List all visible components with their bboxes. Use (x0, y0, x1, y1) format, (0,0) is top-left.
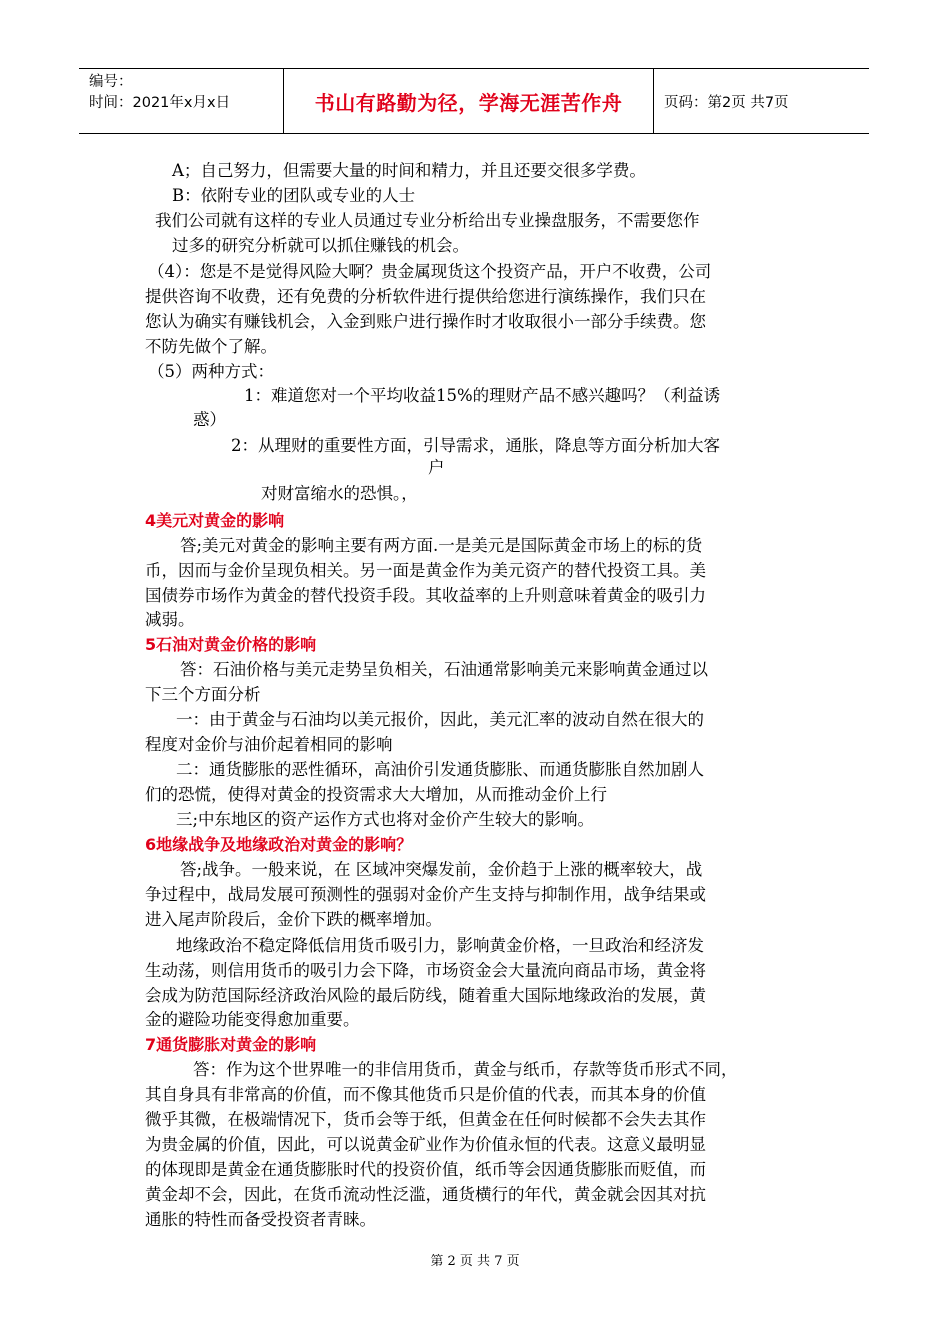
text-line: 答：石油价格与美元走势呈负相关，石油通常影响美元来影响黄金通过以 (180, 660, 708, 679)
text-line: 过多的研究分析就可以抓住赚钱的机会。 (172, 236, 469, 255)
section-heading: 7通货膨胀对黄金的影响 (145, 1035, 317, 1054)
text-line: 1：难道您对一个平均收益15%的理财产品不感兴趣吗？（利益诱 (244, 386, 721, 405)
text-line: 我们公司就有这样的专业人员通过专业分析给出专业操盘服务，不需要您作 (155, 211, 700, 230)
text-line: 国债券市场作为黄金的替代投资手段。其收益率的上升则意味着黄金的吸引力 (145, 586, 706, 605)
text-line: 答;战争。一般来说，在 区域冲突爆发前，金价趋于上涨的概率较大，战 (180, 860, 703, 879)
text-line: 户 (428, 458, 445, 477)
text-line: B：依附专业的团队或专业的人士 (172, 186, 416, 205)
header-meta (79, 69, 284, 133)
text-line: 2：从理财的重要性方面，引导需求，通胀，降息等方面分析加大客 (231, 436, 720, 455)
text-line: 通胀的特性而备受投资者青睐。 (145, 1210, 376, 1229)
section-heading: 4美元对黄金的影响 (145, 511, 285, 530)
text-line: 金的避险功能变得愈加重要。 (145, 1010, 360, 1029)
header-number: 编号： (89, 74, 133, 90)
text-line: 您认为确实有赚钱机会，入金到账户进行操作时才收取很小一部分手续费。您 (145, 312, 706, 331)
text-line: 们的恐慌，使得对黄金的投资需求大大增加，从而推动金价上行 (145, 785, 607, 804)
header-page-info: 页码：第2页 共7页 (664, 94, 789, 111)
text-line: 二：通货膨胀的恶性循环，高油价引发通货膨胀、而通货膨胀自然加剧人 (176, 760, 704, 779)
text-line: 为贵金属的价值，因此，可以说黄金矿业作为价值永恒的代表。这意义最明显 (145, 1135, 706, 1154)
text-line: 币，因而与金价呈现负相关。另一面是黄金作为美元资产的替代投资工具。美 (145, 561, 706, 580)
text-line: 争过程中，战局发展可预测性的强弱对金价产生支持与抑制作用，战争结果或 (145, 885, 706, 904)
text-line: 答;美元对黄金的影响主要有两方面.一是美元是国际黄金市场上的标的货 (180, 536, 703, 555)
text-line: 微乎其微，在极端情况下，货币会等于纸，但黄金在任何时候都不会失去其作 (145, 1110, 706, 1129)
text-line: 下三个方面分析 (145, 685, 261, 704)
header-date: 时间：2021年x月x日 (89, 95, 231, 111)
text-line: 黄金却不会，因此，在货币流动性泛滥，通货横行的年代，黄金就会因其对抗 (145, 1185, 706, 1204)
text-line: 答：作为这个世界唯一的非信用货币，黄金与纸币，存款等货币形式不同， (193, 1060, 738, 1079)
text-line: 地缘政治不稳定降低信用货币吸引力，影响黄金价格，一旦政治和经济发 (176, 936, 704, 955)
text-line: 程度对金价与油价起着相同的影响 (145, 735, 393, 754)
text-line: 对财富缩水的恐惧。， (261, 484, 418, 503)
section-heading: 5石油对黄金价格的影响 (145, 635, 317, 654)
page-footer: 第 2 页 共 7 页 (430, 1254, 520, 1269)
text-line: 三;中东地区的资产运作方式也将对金价产生较大的影响。 (176, 810, 595, 829)
text-line: 生动荡，则信用货币的吸引力会下降，市场资金会大量流向商品市场，黄金将 (145, 961, 706, 980)
header-motto: 书山有路勤为径，学海无涯苦作舟 (284, 69, 654, 133)
section-heading: 6地缘战争及地缘政治对黄金的影响？ (145, 835, 413, 854)
text-line: 会成为防范国际经济政治风险的最后防线，随着重大国际地缘政治的发展，黄 (145, 986, 706, 1005)
text-line: 提供咨询不收费，还有免费的分析软件进行提供给您进行演练操作，我们只在 (145, 287, 706, 306)
text-line: A；自己努力，但需要大量的时间和精力，并且还要交很多学费。 (172, 161, 646, 180)
text-line: 惑） (193, 410, 226, 429)
text-line: （5）两种方式： (148, 362, 274, 381)
text-line: 一：由于黄金与石油均以美元报价，因此，美元汇率的波动自然在很大的 (176, 710, 704, 729)
text-line: 其自身具有非常高的价值，而不像其他货币只是价值的代表，而其本身的价值 (145, 1085, 706, 1104)
text-line: 的体现即是黄金在通货膨胀时代的投资价值，纸币等会因通货膨胀而贬值，而 (145, 1160, 706, 1179)
page-header (79, 68, 869, 134)
text-line: （4）：您是不是觉得风险大啊？贵金属现货这个投资产品，开户不收费，公司 (148, 262, 712, 281)
text-line: 减弱。 (145, 610, 195, 629)
text-line: 进入尾声阶段后，金价下跌的概率增加。 (145, 910, 442, 929)
text-line: 不防先做个了解。 (145, 337, 277, 356)
